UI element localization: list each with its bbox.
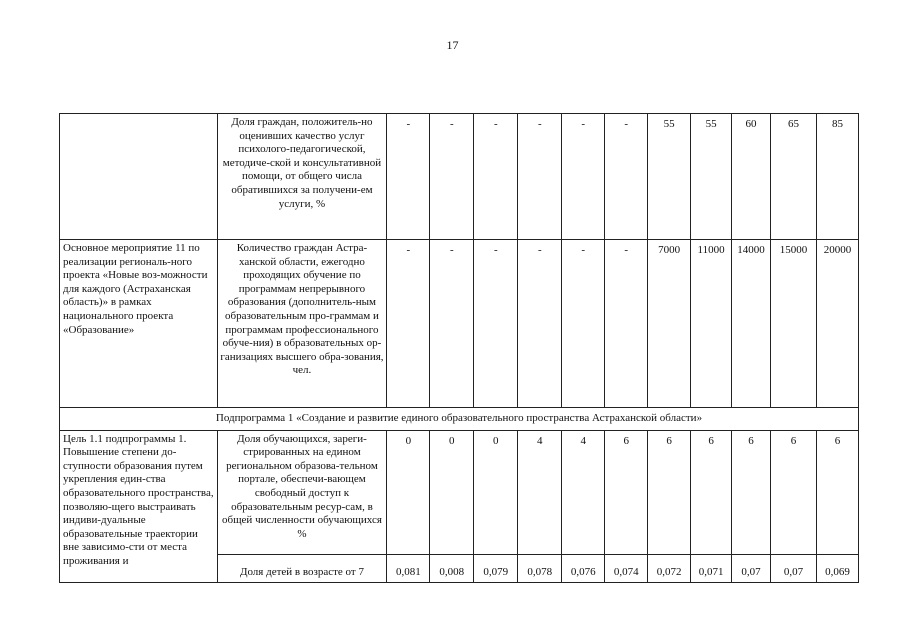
indicator-cell: Доля граждан, положитель-но оценивших качество услуг психолого-педагогической, методиче-ской и консультативной помощи, от общего числа обратившихся за получени-ем услуги, % (217, 114, 387, 240)
value-cell: - (605, 240, 648, 408)
value-cell: 6 (691, 430, 732, 554)
value-cell: 0,078 (518, 554, 562, 582)
value-cell: 0 (474, 430, 518, 554)
value-cell: 0,07 (732, 554, 771, 582)
value-cell: 14000 (732, 240, 771, 408)
table-row (60, 430, 859, 554)
subprogram-row (60, 408, 859, 431)
value-cell: - (387, 114, 430, 240)
subprogram-title: Подпрограмма 1 «Создание и развитие единого образовательного пространства Астраханской области» (60, 408, 859, 431)
value-cell: 6 (732, 430, 771, 554)
value-cell: - (430, 240, 474, 408)
indicator-cell: Количество граждан Астра-ханской области, ежегодно проходящих обучение по программам непрерывного образования (дополнитель-ным образовательным про-граммам и программам профессионального обуче-ния) в образовательных ор-ганизациях высшего обра-зования, чел. (217, 240, 387, 408)
value-cell: - (562, 114, 605, 240)
measure-cell: Основное мероприятие 11 по реализации региональ-ного проекта «Новые воз-можности для каждого (Астраханская область)» в рамках национального проекта «Образование» (60, 240, 218, 408)
measure-cell (60, 114, 218, 240)
value-cell: 0 (430, 430, 474, 554)
value-cell: 6 (816, 430, 858, 554)
value-cell: - (562, 240, 605, 408)
value-cell: - (430, 114, 474, 240)
value-cell: 6 (605, 430, 648, 554)
value-cell: 0 (387, 430, 430, 554)
value-cell: 0,074 (605, 554, 648, 582)
value-cell: 4 (562, 430, 605, 554)
value-cell: 65 (770, 114, 816, 240)
value-cell: - (518, 240, 562, 408)
value-cell: - (474, 114, 518, 240)
value-cell: 60 (732, 114, 771, 240)
value-cell: 85 (816, 114, 858, 240)
table-row (60, 240, 859, 408)
value-cell: 20000 (816, 240, 858, 408)
value-cell: - (474, 240, 518, 408)
value-cell: 0,076 (562, 554, 605, 582)
value-cell: 0,081 (387, 554, 430, 582)
value-cell: 0,072 (648, 554, 691, 582)
value-cell: - (605, 114, 648, 240)
goal-cell: Цель 1.1 подпрограммы 1. Повышение степени до-ступности образования путем укрепления един-ства образовательного пространства, позволяю-щего выстраивать индиви-дуальные образовательные траектории вне зависимо-сти от места проживания и (60, 430, 218, 582)
value-cell: 0,079 (474, 554, 518, 582)
value-cell: 11000 (691, 240, 732, 408)
indicator-cell: Доля обучающихся, зареги-стрированных на едином региональном образова-тельном портале, обеспечи-вающем свободный доступ к образовательным ресур-сам, в общей численности обучающихся % (217, 430, 387, 554)
value-cell: 0,069 (816, 554, 858, 582)
page-number: 17 (446, 38, 459, 52)
value-cell: 0,071 (691, 554, 732, 582)
value-cell: 7000 (648, 240, 691, 408)
value-cell: 6 (770, 430, 816, 554)
value-cell: 55 (648, 114, 691, 240)
table-row (60, 114, 859, 240)
indicator-table (59, 113, 859, 583)
value-cell: 15000 (770, 240, 816, 408)
indicator-cell: Доля детей в возрасте от 7 (217, 554, 387, 582)
value-cell: 0,008 (430, 554, 474, 582)
value-cell: 55 (691, 114, 732, 240)
value-cell: 6 (648, 430, 691, 554)
value-cell: 0,07 (770, 554, 816, 582)
value-cell: 4 (518, 430, 562, 554)
value-cell: - (518, 114, 562, 240)
value-cell: - (387, 240, 430, 408)
